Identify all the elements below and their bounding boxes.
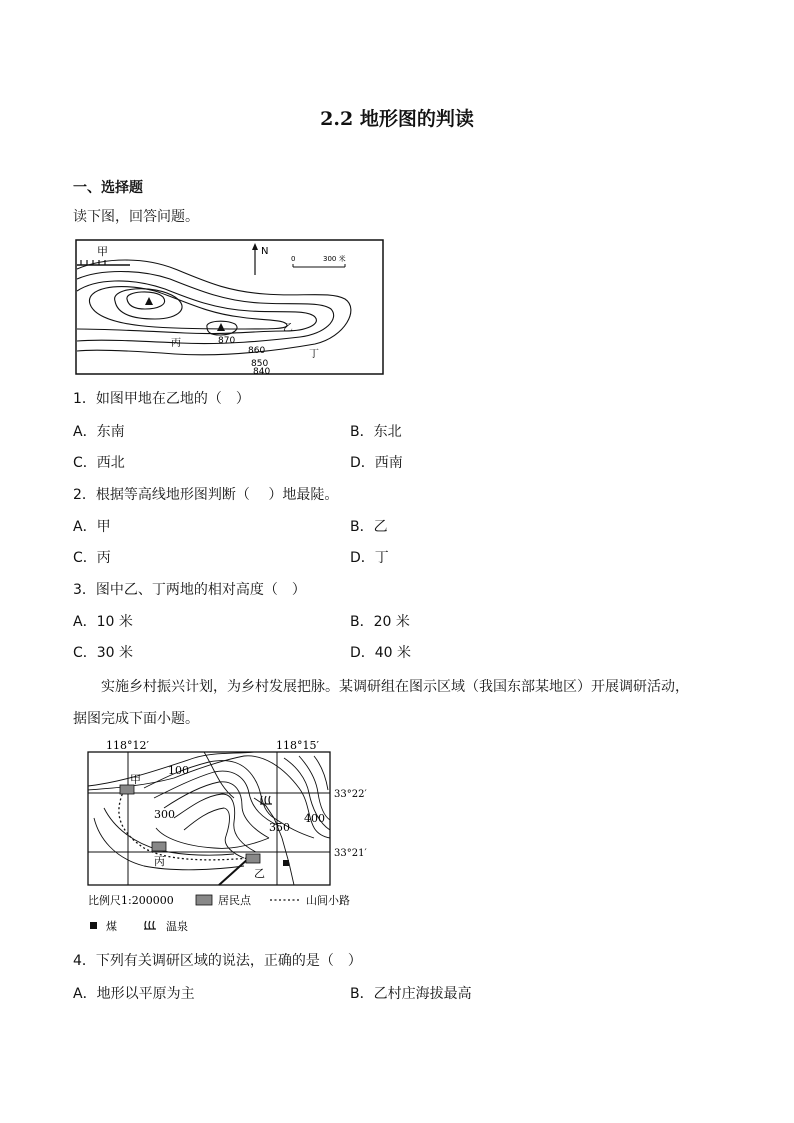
settlement-icon (152, 842, 166, 851)
option[interactable]: A．甲 (73, 519, 111, 535)
intro-text-2-cont: 据图完成下面小题。 (73, 711, 199, 727)
longitude-label: 118°12′ (106, 739, 149, 752)
contour-label: 870 (218, 336, 236, 346)
contour-label: 300 (154, 808, 175, 821)
option[interactable]: B．东北 (350, 424, 402, 440)
scale-zero: 0 (291, 255, 296, 263)
contour-label: 840 (253, 367, 271, 376)
intro-text-1: 读下图，回答问题。 (73, 209, 199, 225)
coal-icon (283, 860, 289, 866)
question-stem: 4．下列有关调研区域的说法，正确的是（ ） (73, 953, 362, 969)
option[interactable]: C．30 米 (73, 645, 134, 661)
option[interactable]: D．40 米 (350, 645, 412, 661)
contour-label: 860 (248, 346, 266, 356)
intro-text-2: 实施乡村振兴计划，为乡村发展把脉。某调研组在图示区域（我国东部某地区）开展调研活动， (101, 679, 689, 695)
option[interactable]: C．西北 (73, 455, 125, 471)
legend-settlement: 居民点 (218, 894, 251, 907)
contour-label: 350 (269, 821, 290, 834)
hot-spring-icon (144, 921, 156, 929)
contour-label: 100 (168, 764, 189, 777)
option[interactable]: B．乙村庄海拔最高 (350, 986, 472, 1002)
label-jia: 甲 (130, 773, 141, 786)
question-stem: 3．图中乙、丁两地的相对高度（ ） (73, 582, 306, 598)
label-bing: 丙 (171, 338, 181, 349)
latitude-label: 33°22′ (334, 789, 367, 800)
settlement-icon (120, 785, 134, 794)
settlement-icon (246, 854, 260, 863)
contour-label: 400 (304, 812, 325, 825)
question-stem: 2．根据等高线地形图判断（ ）地最陡。 (73, 487, 339, 503)
contour-map-2 (84, 738, 384, 938)
section-heading: 一、选择题 (73, 180, 143, 196)
option[interactable]: A．东南 (73, 424, 125, 440)
label-ding: 丁 (309, 349, 319, 360)
legend-coal: 煤 (106, 920, 117, 933)
contour-label: 850 (251, 359, 269, 369)
option[interactable]: B．乙 (350, 519, 388, 535)
option[interactable]: D．丁 (350, 550, 389, 566)
option[interactable]: D．西南 (350, 455, 403, 471)
north-label: N (261, 246, 269, 257)
contour-map-1 (75, 239, 385, 376)
option[interactable]: C．丙 (73, 550, 111, 566)
option[interactable]: A．10 米 (73, 614, 133, 630)
option[interactable]: A．地形以平原为主 (73, 986, 195, 1002)
label-yi: 乙 (283, 323, 293, 334)
option[interactable]: B．20 米 (350, 614, 410, 630)
latitude-label: 33°21′ (334, 848, 367, 859)
settlement-icon (196, 895, 212, 905)
legend-path: 山间小路 (306, 894, 350, 907)
page-title: 2.2 地形图的判读 (320, 108, 474, 130)
question-stem: 1．如图甲地在乙地的（ ） (73, 391, 250, 407)
label-jia: 甲 (97, 245, 108, 258)
legend-scale: 比例尺1:200000 (88, 894, 174, 907)
label-yi: 乙 (254, 867, 265, 880)
legend-spring: 温泉 (166, 920, 188, 933)
coal-icon (90, 922, 97, 929)
label-bing: 丙 (154, 855, 165, 868)
longitude-label: 118°15′ (276, 739, 319, 752)
scale-distance: 300 米 (323, 255, 346, 263)
